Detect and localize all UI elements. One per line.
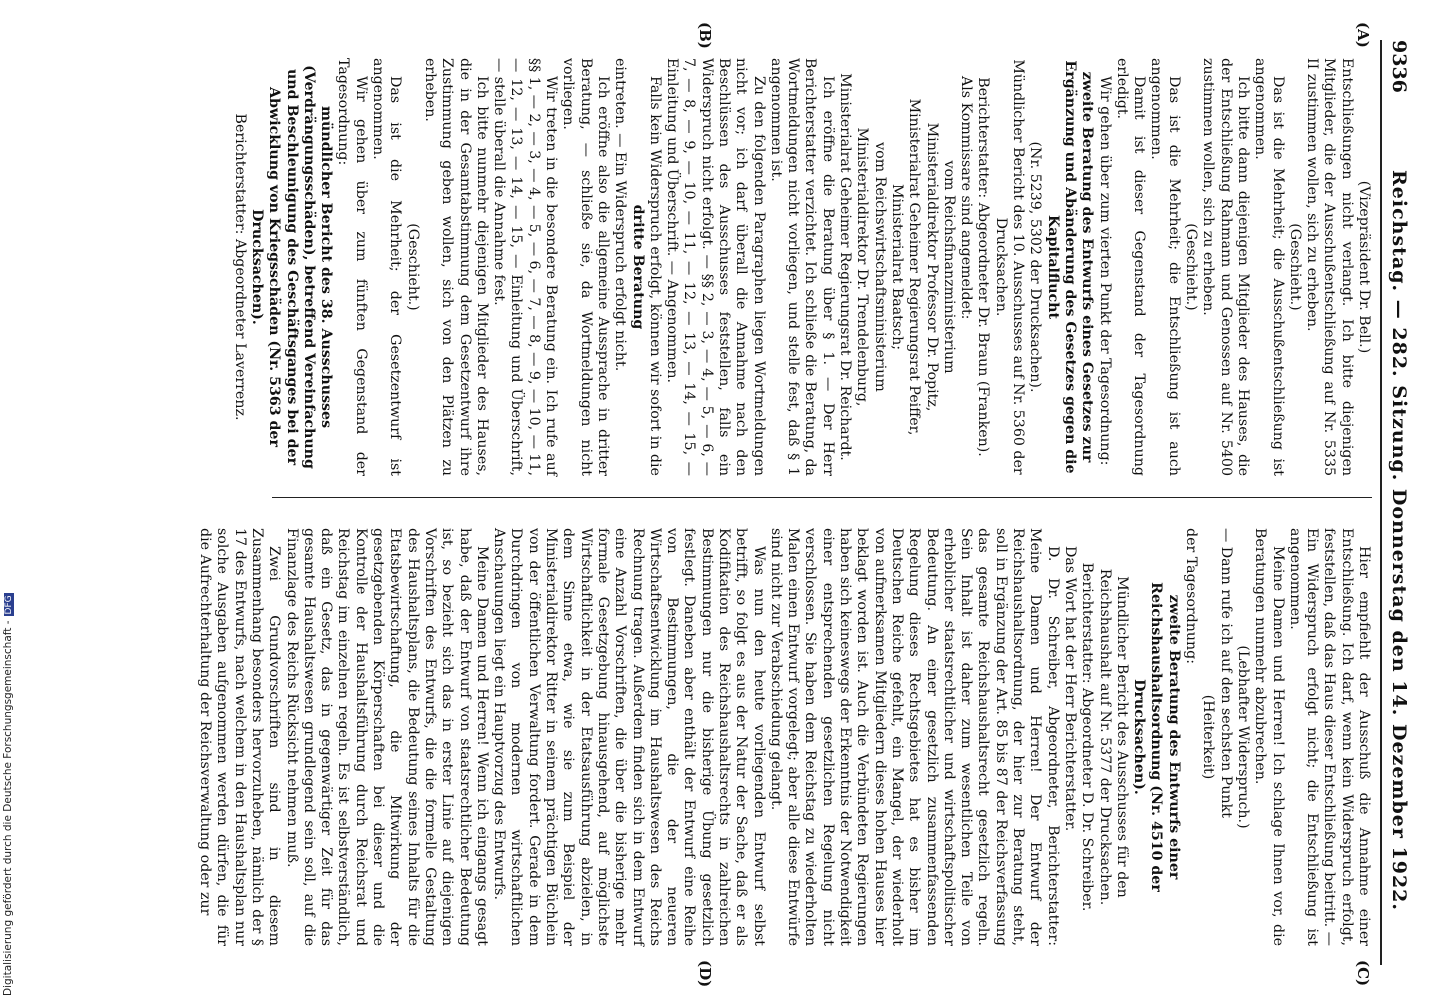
paragraph: der Tagesordnung: xyxy=(1183,528,1200,665)
paragraph: Falls kein Widerspruch erfolgt, können wir sofort in die xyxy=(646,76,663,476)
right-column xyxy=(196,528,1372,946)
paragraph: Mündlicher Bericht des Ausschusses für den Reichshaushalt auf Nr. 5377 der Drucksachen. xyxy=(1096,568,1130,906)
paragraph: Entschließungen nicht verlangt. Ich bitte diejenigen Mitglieder, die der Ausschußentschließung auf Nr. 5335 II zustimmen wollen, sich zu erheben. xyxy=(1304,58,1355,476)
paragraph: Wir gehen über zum vierten Punkt der Tagesordnung: xyxy=(1096,76,1113,466)
paragraph: Ministerialrat Baatsch; xyxy=(888,183,905,351)
margin-mark-c: (C) xyxy=(1354,960,1372,987)
margin-mark-b: (B) xyxy=(696,22,714,49)
paragraph: (Nr. 5239, 5302 der Drucksachen). xyxy=(1027,141,1044,393)
margin-mark-d: (D) xyxy=(696,960,714,988)
column-divider xyxy=(272,497,1372,498)
agenda-heading: zweite Beratung des Entwurfs eines Gesetzes zur Ergänzung und Abänderung des Gesetzes gegen die Kapitalflucht xyxy=(1044,60,1096,474)
paragraph: Als Kommissare sind angemeldet: xyxy=(958,76,975,320)
paragraph: Was nun den heute vorliegenden Entwurf selbst betrifft, so folgt es aus der Natur der Sache, daß er als Kodifikation des Reichshaushaltsrechts in zahlreichen Bestimmungen nur die bisherige Übung gesetzlich festlegt. Daneben aber enthält der Entwurf eine Reihe von Bestimmungen, die der neueren Wirtschaftsentwicklung im Haushaltswesen des Reichs Rechnung tragen. Außerdem finden sich in dem Entwurf eine Anzahl Vorschriften, die über die bisherige mehr formale Gesetzgebung hinausgehend, auf möglichste Wirtschaftlichkeit in der Etatsausführung abzielen, in dem Sinne etwa, wie sie zum Beispiel der Ministerialdirektor Ritter in seinem prächtigen Büchlein von der öffentlichen Verwaltung fordert. Gerade in dem Durchdringen von modernen wirtschaftlichen Anschauungen liegt ein Hauptvorzug des Entwurfs. xyxy=(491,528,767,946)
paragraph: Zwei Grundvorschriften sind in diesem Zusammenhang besonders hervorzuheben, nämlich der § 17 des Entwurfs, nach welchem in den Haushaltsplan nur solche Ausgaben aufgenommen werden dürfen, die für die Aufrechterhaltung der Reichsverwaltung oder zur xyxy=(197,528,283,946)
paragraph: — Dann rufe ich auf den sechsten Punkt xyxy=(1217,528,1234,818)
paragraph: vom Reichswirtschaftsministerium xyxy=(871,142,888,392)
paragraph: Zu den folgenden Paragraphen liegen Wortmeldungen nicht vor; ich darf überall die Annahme nach den Beschlüssen des Ausschusses feststellen, falls ein Widerspruch nicht erfolgt. — §§ 2, — 3, — 4, — 5, — 6, — 7, — 8, — 9, — 10, — 11, — 12, — 13, — 14, — 15, — Einleitung und Überschrift. — Angenommen. xyxy=(664,58,767,476)
paragraph: Wir gehen über zum fünften Gegenstand der Tagesordnung: xyxy=(335,58,369,476)
paragraph: Berichterstatter: Abgeordneter Laverrenz. xyxy=(231,113,248,421)
paragraph: Berichterstatter: Abgeordneter D. Dr. Schreiber. xyxy=(1079,562,1096,912)
digitization-credit xyxy=(2,0,16,996)
paragraph: Ich eröffne die Beratung über § 1. — Der Herr Berichterstatter verzichtet. Ich schließe die Beratung, da Wortmeldungen nicht vorliegen, und stelle fest, daß § 1 angenommen ist. xyxy=(767,58,836,476)
page-number: 9336 xyxy=(1388,40,1410,93)
paragraph: D. Dr. Schreiber, Abgeordneter, Berichterstatter: Meine Damen und Herren! Der Entwurf der Reichshaushaltsordnung, der hier zur Beratung steht, soll in Ergänzung der Art. 85 bis 87 der Reichsverfassung das gesamte Reichshaushaltsrecht gesetzlich regeln. Sein Inhalt ist daher zum wesentlichen Teile von erheblicher staatsrechtlicher und wirtschaftspolitischer Bedeutung. An einer gesetzlich zusammenfassenden Regelung dieses Rechtsgebietes hat es bisher im Deutschen Reiche gefehlt, ein Mangel, der wiederholt von aufmerksamen Mitgliedern dieses hohen Hauses hier beklagt worden ist. Auch die Verbündeten Regierungen haben sich keineswegs der Erkenntnis der Notwendigkeit einer entsprechenden gesetzlichen Regelung nicht verschlossen. Sie haben dem Reichstag zu wiederholten Malen einen Entwurf vorgelegt; aber alle diese Entwürfe sind nicht zur Verabschiedung gelangt. xyxy=(767,528,1061,946)
agenda-heading: dritte Beratung xyxy=(629,204,646,330)
credit-text: Digitalisierung gefördert durch die Deutsche Forschungsgemeinschaft - xyxy=(2,620,14,996)
paragraph: Damit ist dieser Gegenstand der Tagesordnung erledigt. xyxy=(1113,58,1148,476)
paragraph: (Geschieht.) xyxy=(404,223,421,311)
paragraph: (Lebhafter Widerspruch.) xyxy=(1234,645,1251,829)
paragraph: Das ist die Mehrheit; der Gesetzentwurf ist angenommen. xyxy=(370,58,404,476)
paragraph: (Geschieht.) xyxy=(1183,223,1200,311)
paragraph: Meine Damen und Herren! Ich schlage Ihnen vor, die Beratungen nunmehr abzubrechen. xyxy=(1252,528,1286,946)
paragraph: Hier empfiehlt der Ausschuß die Annahme einer Entschließung. Ich darf, wenn kein Widerspruch erfolgt, feststellen, daß das Haus dieser Entschließung beitritt. — Ein Widerspruch erfolgt nicht; die Entschließung ist angenommen. xyxy=(1286,528,1372,946)
paragraph: Meine Damen und Herren! Wenn ich eingangs gesagt habe, daß der Entwurf von staatsrechtlicher Bedeutung ist, so bezieht sich das in erster Linie auf diejenigen Vorschriften des Entwurfs, die die formelle Gestaltung des Haushaltsplans, die Bedeutung seines Inhalts für die Etatsbewirtschaftung, die Mitwirkung der gesetzgebenden Körperschaften bei dieser und die Kontrolle der Haushaltsführung durch Reichsrat und Reichstag im einzelnen regeln. Es ist selbstverständlich, daß ein Gesetz, das in gegenwärtiger Zeit für das gesamte Haushaltswesen grundlegend sein soll, auf die Finanzlage des Reichs Rücksicht nehmen muß. xyxy=(283,528,490,946)
paragraph: Ministerialrat Geheimer Regierungsrat Dr. Reichardt. xyxy=(837,73,854,461)
paragraph: vom Reichsfinanzministerium xyxy=(940,160,957,374)
paragraph: (Heiterkeit) xyxy=(1200,694,1217,780)
paragraph: Wir treten in die besondere Beratung ein. Ich rufe auf §§ 1, — 2, — 3, — 4, — 5, — 6, — 7, — 8, — 9, — 10, — 11, — 12, — 13, — 14, — 15, — Einleitung und Überschrift, — stelle überall die Annahme fest. xyxy=(491,58,560,476)
agenda-heading: zweite Beratung des Entwurfs einer Reichshaushaltsordnung (Nr. 4510 der Drucksachen). xyxy=(1131,582,1182,892)
dfg-logo: DFG xyxy=(4,595,14,615)
paragraph: Ich bitte dann diejenigen Mitglieder des Hauses, die der Entschließung Rahmann und Genossen auf Nr. 5400 zustimmen wollen, sich zu erheben. xyxy=(1200,58,1251,476)
paragraph: Mündlicher Bericht des 10. Ausschusses auf Nr. 5360 der Drucksachen. xyxy=(992,59,1027,475)
paragraph: Ich bitte nunmehr diejenigen Mitglieder des Hauses, die in der Gesamtabstimmung dem Gesetzentwurf ihre Zustimmung geben wollen, sich von den Plätzen zu erheben. xyxy=(421,58,490,476)
margin-mark-a: (A) xyxy=(1354,22,1372,48)
page-header-title: Reichstag. — 282. Sitzung. Donnerstag den 14. Dezember 1922. xyxy=(1388,170,1410,912)
paragraph: (Geschieht.) xyxy=(1286,223,1303,311)
paragraph: Das ist die Mehrheit; die Ausschußentschließung ist angenommen. xyxy=(1252,58,1286,476)
paragraph: (Vizepräsident Dr. Bell.) xyxy=(1356,180,1372,354)
agenda-heading: mündlicher Bericht des 38. Ausschusses (Verdrängungsschäden), betreffend Vereinfachung und Beschleunigung des Geschäftsganges bei der Abwicklung von Kriegsschäden (Nr. 5363 der Drucksachen). xyxy=(249,65,335,469)
paragraph: Das ist die Mehrheit; die Entschließung ist auch angenommen. xyxy=(1148,58,1182,476)
paragraph: Ministerialrat Geheimer Regierungsrat Peiffer, xyxy=(906,98,923,436)
paragraph: Ich eröffne also die allgemeine Aussprache in dritter Beratung, — schließe sie, da Wortmeldungen nicht vorliegen. xyxy=(560,58,611,476)
paragraph: Berichterstatter: Abgeordneter Dr. Braun (Franken). xyxy=(975,77,992,457)
page-header xyxy=(1380,40,1412,965)
paragraph: Ministerialdirektor Dr. Trendelenburg, xyxy=(854,127,871,407)
paragraph: eintreten. — Ein Widerspruch erfolgt nicht. xyxy=(612,58,629,372)
paragraph: Das Wort hat der Herr Berichterstatter. xyxy=(1061,546,1078,832)
paragraph: Ministerialdirektor Professor Dr. Popitz, xyxy=(923,122,940,412)
left-column xyxy=(230,58,1372,476)
